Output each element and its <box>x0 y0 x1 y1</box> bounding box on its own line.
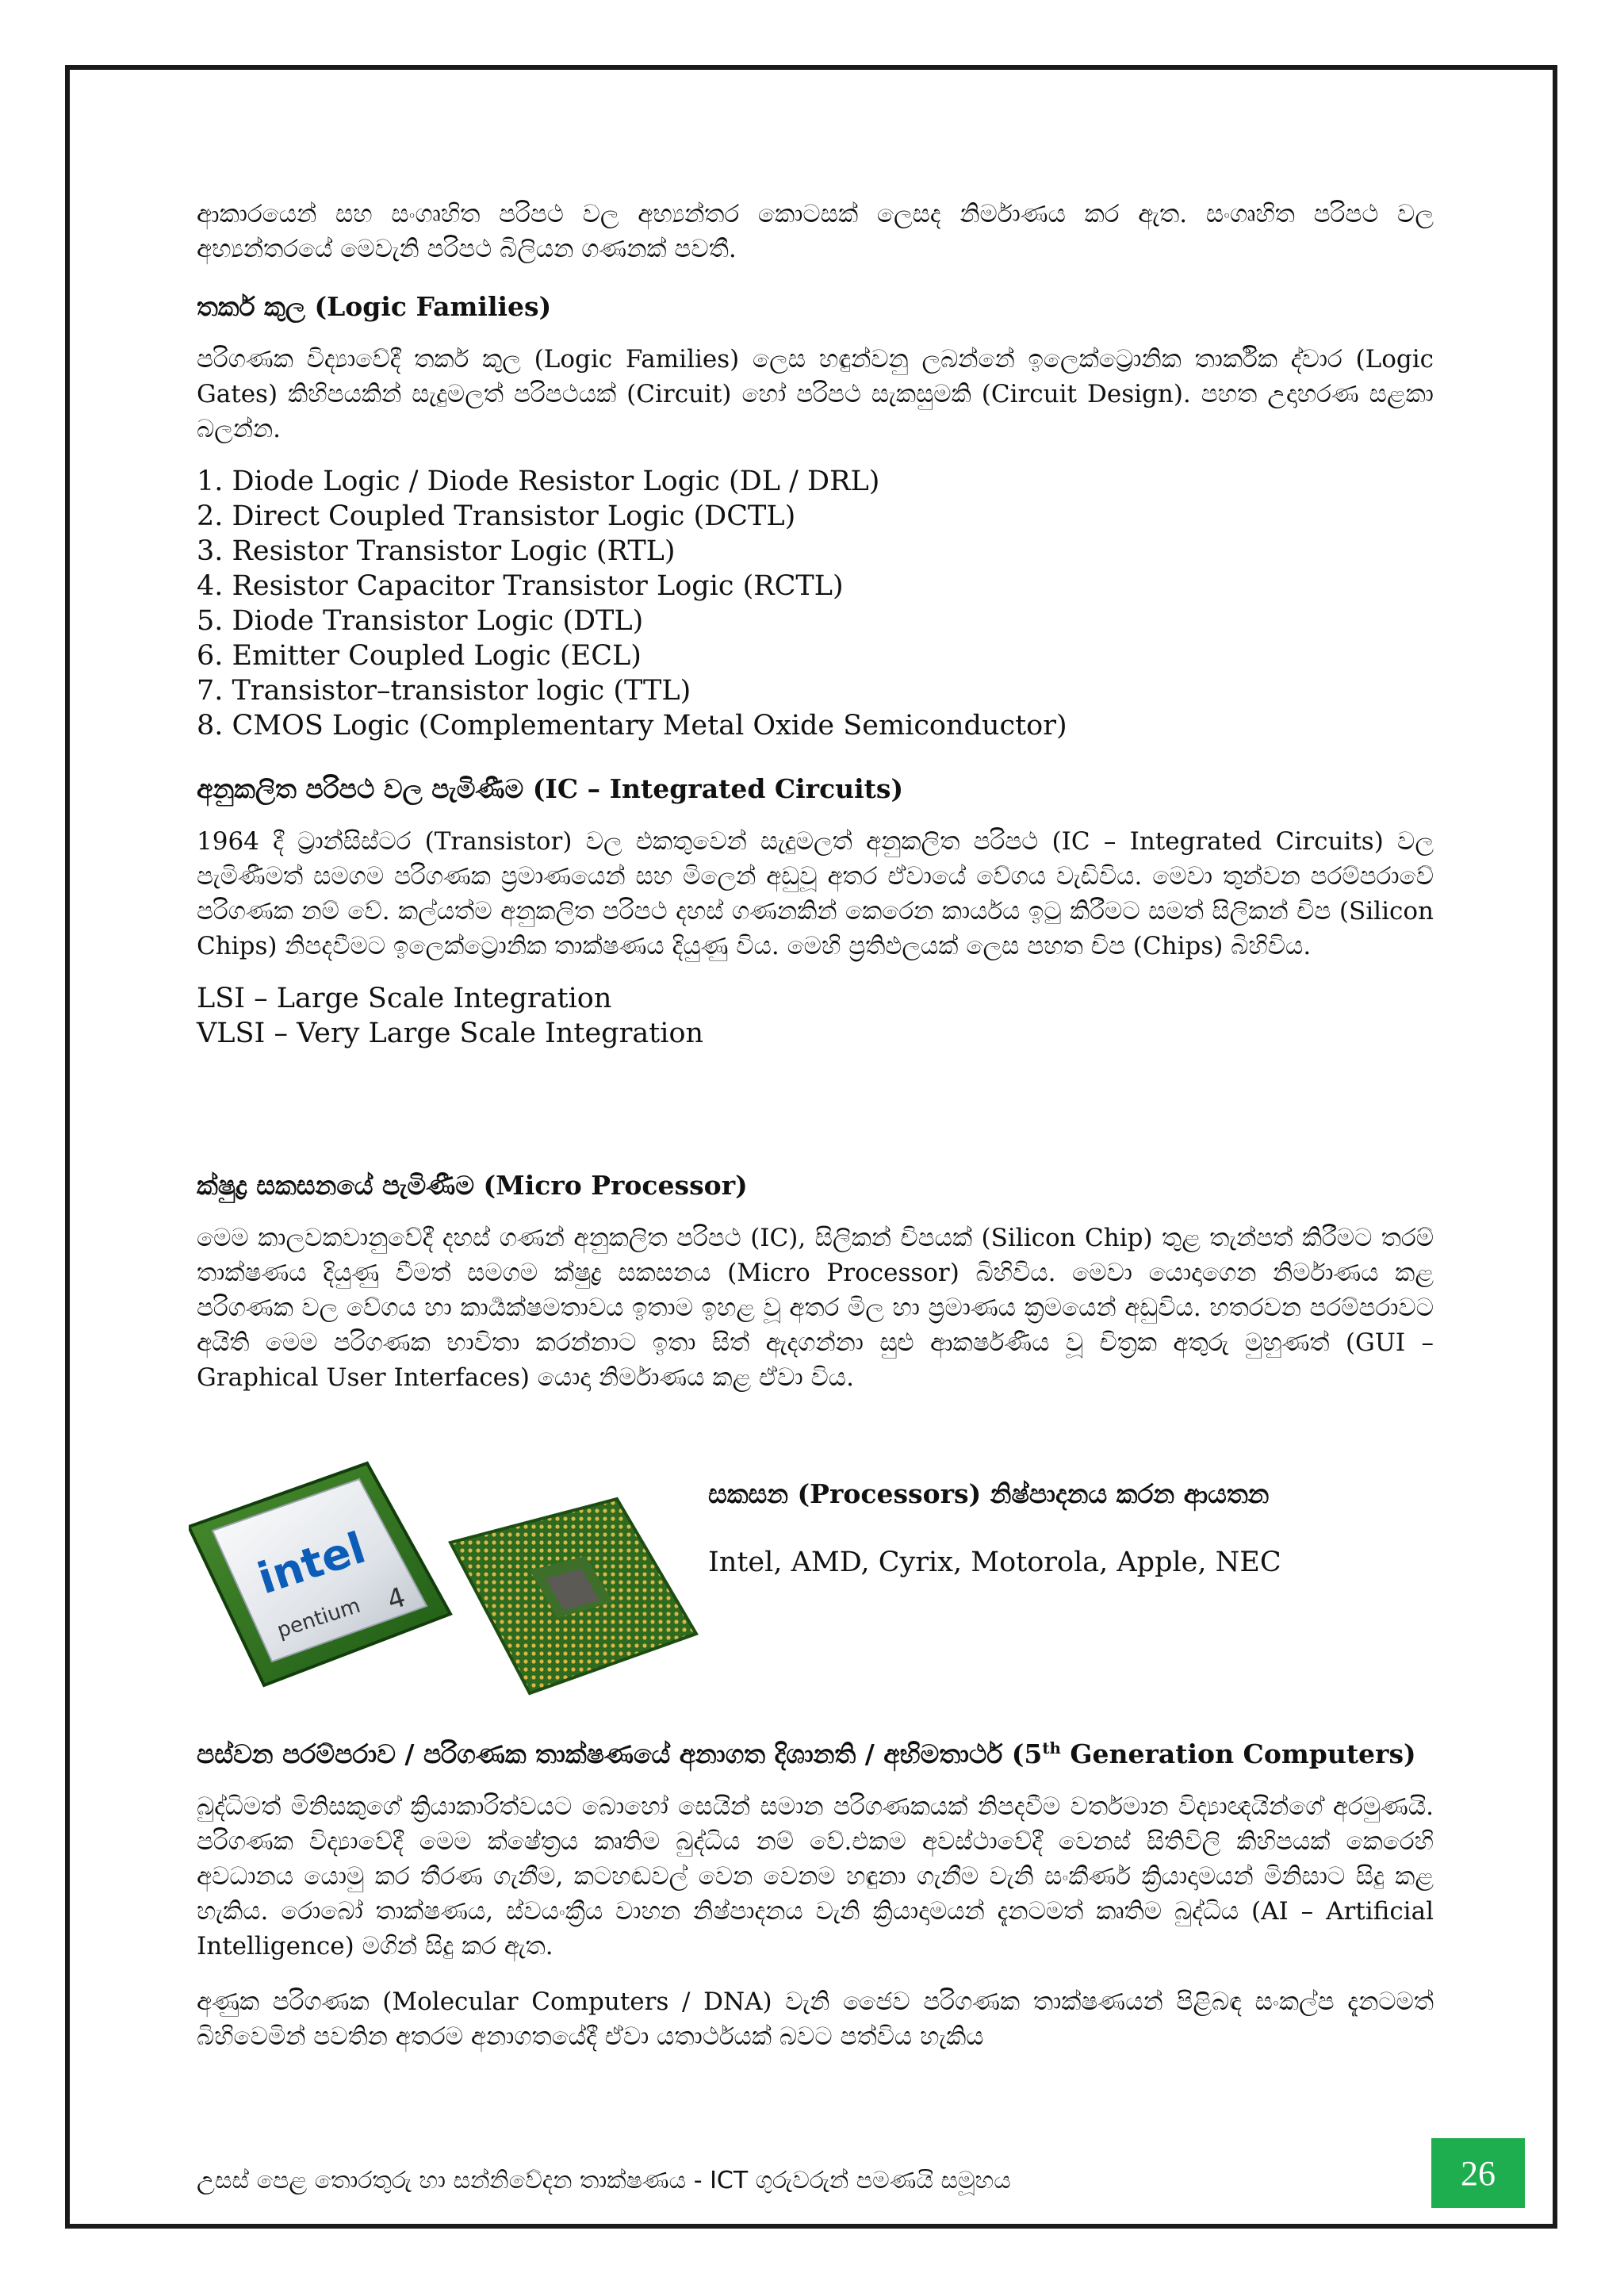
list-item: 8. CMOS Logic (Complementary Metal Oxide Semiconductor) <box>197 710 1067 742</box>
list-item: 2. Direct Coupled Transistor Logic (DCTL) <box>197 500 796 532</box>
fifth-gen-body-2: අණුක පරිගණක (Molecular Computers / DNA) වැනි ජෛව පරිගණක තාක්ෂණයන් පිළිබඳ සංකල්ප දැනටමත් බිහිවෙමින් පවතින අතරම අනාගතයේදී ඒවා යතාර්ථයක් බවට පත්විය හැකිය <box>197 1987 1434 2051</box>
chip-front-icon <box>189 1463 450 1685</box>
chip-back-icon <box>450 1499 696 1693</box>
logic-families-heading: තර්ක කුල (Logic Families) <box>197 291 552 322</box>
list-item: 7. Transistor–transistor logic (TTL) <box>197 675 691 707</box>
micro-body: මෙම කාලවකවානුවේදී දහස් ගණන් අනුකලිත පරිපථ (IC), සිලිකන් චිපයක් (Silicon Chip) තුළ තැන්පත් කිරීමට තරම් තාක්ෂණය දියුණු වීමත් සමගම ක්ෂුද්‍ර සකසනය (Micro Processor) බිහිවිය. මෙවා යොදාගෙන නිර්මාණය කළ පරිගණක වල වේගය හා කාර්‍යක්ෂමතාවය ඉතාම ඉහළ වූ අතර මිල හා ප්‍රමාණය ක්‍රමයෙන් අඩුවිය. හතරවන පරම්පරාවට අයිති මෙම පරිගණක භාවිතා කරන්නාට ඉතා සිත් ඇදගන්නා සුළු ආකර්ෂණීය වූ චිත්‍රක අතුරු මුහුණත් (GUI – Graphical User Interfaces) යොදා නිර්මාණය කළ ඒවා විය. <box>197 1224 1434 1392</box>
ic-abbreviations <box>197 981 1434 1051</box>
footer-text: උසස් පෙළ තොරතුරු හා සන්නිවේදන තාක්ෂණය - ICT ගුරුවරුන් පමණයි සමූහය <box>197 2167 1011 2194</box>
intro-paragraph <box>197 197 1434 266</box>
processor-heading: සකසන (Processors) නිෂ්පාදනය කරන ආයතන <box>708 1478 1270 1509</box>
fifth-gen-heading: පස්වන පරම්පරාව / පරිගණක තාක්ෂණයේ අනාගත දිශානති / අභිමතාර්ථ (5th Generation Computers) <box>197 1738 1416 1769</box>
chip-brand-label: intel <box>251 1522 372 1604</box>
fifth-gen-section <box>197 1731 1434 2054</box>
logic-families-body: පරිගණක විද්‍යාවේදී තර්ක කුල (Logic Families) ලෙස හඳුන්වනු ලබන්නේ ඉලෙක්ට්‍රොනික තාර්කික ද්වාර (Logic Gates) කිහිපයකින් සැදුමලත් පරිපථයක් (Circuit) හෝ පරිපථ සැකසුමකි (Circuit Design). පහත උදාහරණ සළකා බලන්න. <box>197 345 1434 443</box>
cpu-image <box>189 1451 728 1705</box>
list-item: LSI – Large Scale Integration <box>197 983 612 1014</box>
ic-body: 1964 දී ට්‍රාන්සිස්ටර (Transistor) වල එකතුවෙන් සැදුමලත් අනුකලිත පරිපථ (IC – Integrated Circuits) වල පැමිණීමත් සමගම පරිගණක ප්‍රමාණයෙන් සහ මිලෙන් අඩුවූ අතර ඒවායේ වේගය වැඩිවිය. මෙවා තුන්වන පරම්පරාවේ පරිගණක නම් වේ. කල්යත්ම අනුකලිත පරිපථ දහස් ගණනකින් කෙරෙන කාර්යය ඉටු කිරීමට සමත් සිලිකන් චිප (Silicon Chips) නිපදවීමට ඉලෙක්ට්‍රොනික තාක්ෂණය දියුණු විය. මෙහි ප්‍රතිඵලයක් ලෙස පහත චිප (Chips) බිහිවිය. <box>197 827 1434 960</box>
page-number-badge: 26 <box>1431 2138 1525 2208</box>
ic-section <box>197 772 1434 1051</box>
ic-heading: අනුකලිත පරිපථ වල පැමිණීම (IC – Integrated Circuits) <box>197 773 904 804</box>
list-item: VLSI – Very Large Scale Integration <box>197 1018 704 1049</box>
processor-makers <box>708 1477 1342 1580</box>
list-item: 1. Diode Logic / Diode Resistor Logic (DL / DRL) <box>197 466 880 497</box>
list-item: 5. Diode Transistor Logic (DTL) <box>197 605 644 637</box>
micro-heading: ක්ෂුද්‍ර සකසනයේ පැමිණීම (Micro Processor) <box>197 1170 748 1201</box>
list-item: 3. Resistor Transistor Logic (RTL) <box>197 535 676 567</box>
logic-families-section <box>197 289 1434 743</box>
micro-section <box>197 1168 1434 1395</box>
chip-model-label: pentium <box>274 1593 364 1643</box>
list-item: 4. Resistor Capacitor Transistor Logic (RCTL) <box>197 570 844 602</box>
processor-makers-list: Intel, AMD, Cyrix, Motorola, Apple, NEC <box>708 1547 1281 1578</box>
fifth-gen-body: බුද්ධිමත් මිනිසකුගේ ක්‍රියාකාරිත්වයට බොහෝ සෙයින් සමාන පරිගණකයක් නිපදවීම වර්තමාන විද්‍යාඥයින්ගේ අරමුණයි. පරිගණක විද්‍යාවේදී මෙම ක්ෂේත්‍රය කෘතිම බුද්ධිය නම් වේ.එකම අවස්ථාවේදී වෙනස් සිතිවිලි කිහිපයක් කෙරෙහි අවධානය යොමු කර තීරණ ගැනීම, කටහඬවල් වෙන වෙනම හඳුනා ගැනීම වැනි සංකීර්ණ ක්‍රියාදාමයන් මිනිසාට සිදු කළ හැකිය. රොබෝ තාක්ෂණය, ස්වයංක්‍රීය වාහන නිෂ්පාදනය වැනි ක්‍රියාදාමයන් දැනටමත් කෘතිම බුද්ධිය (AI – Artificial Intelligence) මගින් සිදු කර ඇත. <box>197 1792 1434 1961</box>
intro-text: ආකාරයෙන් සහ සංගෘහිත පරිපථ වල අභ්‍යන්තර කොටසක් ලෙසද නිර්මාණය කර ඇත. සංගෘහිත පරිපථ වල අභ්‍යන්තරයේ මෙවැනි පරිපථ බිලියන ගණනක් පවතී. <box>197 200 1434 263</box>
cpu-illustration <box>189 1451 728 1705</box>
chip-number-label: 4 <box>383 1581 410 1617</box>
logic-families-list <box>197 464 1434 743</box>
list-item: 6. Emitter Coupled Logic (ECL) <box>197 640 642 672</box>
